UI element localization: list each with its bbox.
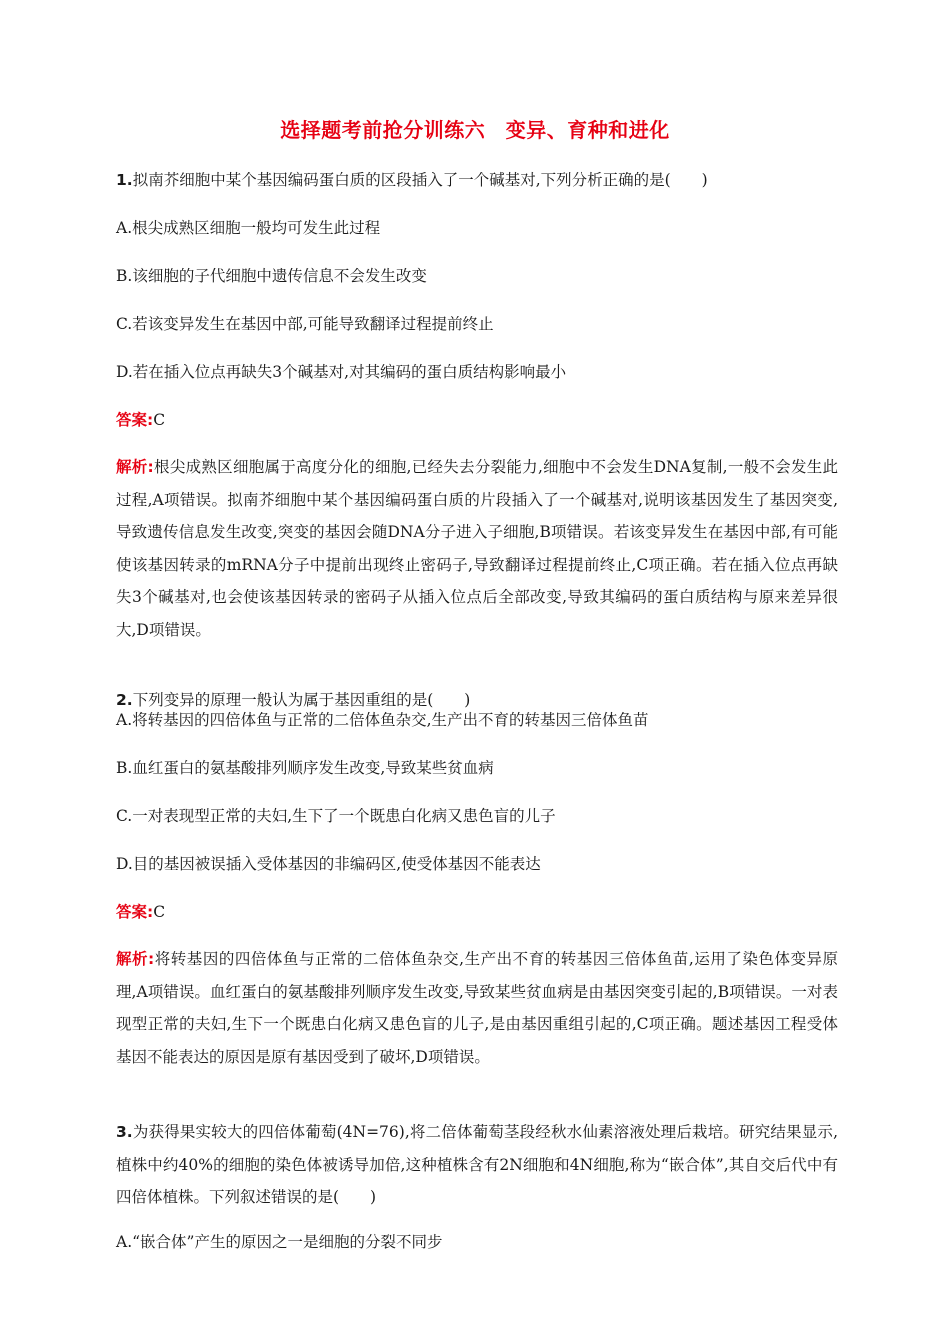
question-1-analysis — [116, 451, 838, 646]
question-number: 3. — [116, 1123, 133, 1141]
question-1-option-b: B.该细胞的子代细胞中遗传信息不会发生改变 — [116, 267, 427, 285]
analysis-label: 解析: — [116, 950, 155, 968]
question-1-answer — [116, 410, 836, 430]
question-number: 1. — [116, 171, 133, 189]
question-number: 2. — [116, 691, 133, 709]
analysis-text: 根尖成熟区细胞属于高度分化的细胞,已经失去分裂能力,细胞中不会发生DNA复制,一般不会发生此过程,A项错误。拟南芥细胞中某个基因编码蛋白质的片段插入了一个碱基对,说明该基因发生了基因突变,导致遗传信息发生改变,突变的基因会随DNA分子进入子细胞,B项错误。若该变异发生在基因中部,有可能使该基因转录的mRNA分子中提前出现终止密码子,导致翻译过程提前终止,C项正确。若在插入位点再缺失3个碱基对,也会使该基因转录的密码子从插入位点后全部改变,导致其编码的蛋白质结构与原来差异很大,D项错误。 — [116, 458, 838, 639]
question-1-option-a: A.根尖成熟区细胞一般均可发生此过程 — [116, 219, 381, 237]
question-text: 拟南芥细胞中某个基因编码蛋白质的区段插入了一个碱基对,下列分析正确的是( ) — [132, 171, 708, 189]
question-1-stem — [116, 170, 836, 190]
question-2-option-d: D.目的基因被误插入受体基因的非编码区,使受体基因不能表达 — [116, 855, 541, 873]
answer-value: C — [153, 903, 166, 921]
question-2-option-b: B.血红蛋白的氨基酸排列顺序发生改变,导致某些贫血病 — [116, 759, 494, 777]
page-title: 选择题考前抢分训练六 变异、育种和进化 — [280, 118, 670, 142]
question-3-stem — [116, 1116, 838, 1214]
question-3-option-a: A.“嵌合体”产生的原因之一是细胞的分裂不同步 — [116, 1233, 443, 1251]
answer-label: 答案: — [116, 903, 154, 921]
analysis-label: 解析: — [116, 458, 154, 476]
question-2-stem — [116, 690, 836, 710]
question-1-option-c: C.若该变异发生在基因中部,可能导致翻译过程提前终止 — [116, 315, 494, 333]
answer-label: 答案: — [116, 411, 154, 429]
answer-value: C — [153, 411, 166, 429]
question-text: 为获得果实较大的四倍体葡萄(4N=76),将二倍体葡萄茎段经秋水仙素溶液处理后栽培。研究结果显示,植株中约40%的细胞的染色体被诱导加倍,这种植株含有2N细胞和4N细胞,称为“嵌合体”,其自交后代中有四倍体植株。下列叙述错误的是( ) — [116, 1123, 838, 1206]
question-2-option-c: C.一对表现型正常的夫妇,生下了一个既患白化病又患色盲的儿子 — [116, 807, 556, 825]
question-2-analysis — [116, 943, 838, 1073]
analysis-text: 将转基因的四倍体鱼与正常的二倍体鱼杂交,生产出不育的转基因三倍体鱼苗,运用了染色体变异原理,A项错误。血红蛋白的氨基酸排列顺序发生改变,导致某些贫血病是由基因突变引起的,B项错误。一对表现型正常的夫妇,生下一个既患白化病又患色盲的儿子,是由基因重组引起的,C项正确。题述基因工程受体基因不能表达的原因是原有基因受到了破坏,D项错误。 — [116, 950, 838, 1066]
question-2-option-a-line: A.将转基因的四倍体鱼与正常的二倍体鱼杂交,生产出不育的转基因三倍体鱼苗 — [116, 711, 649, 729]
question-1-option-d: D.若在插入位点再缺失3个碱基对,对其编码的蛋白质结构影响最小 — [116, 363, 567, 381]
question-text: 下列变异的原理一般认为属于基因重组的是( ) — [132, 691, 471, 709]
question-2-answer — [116, 902, 836, 922]
